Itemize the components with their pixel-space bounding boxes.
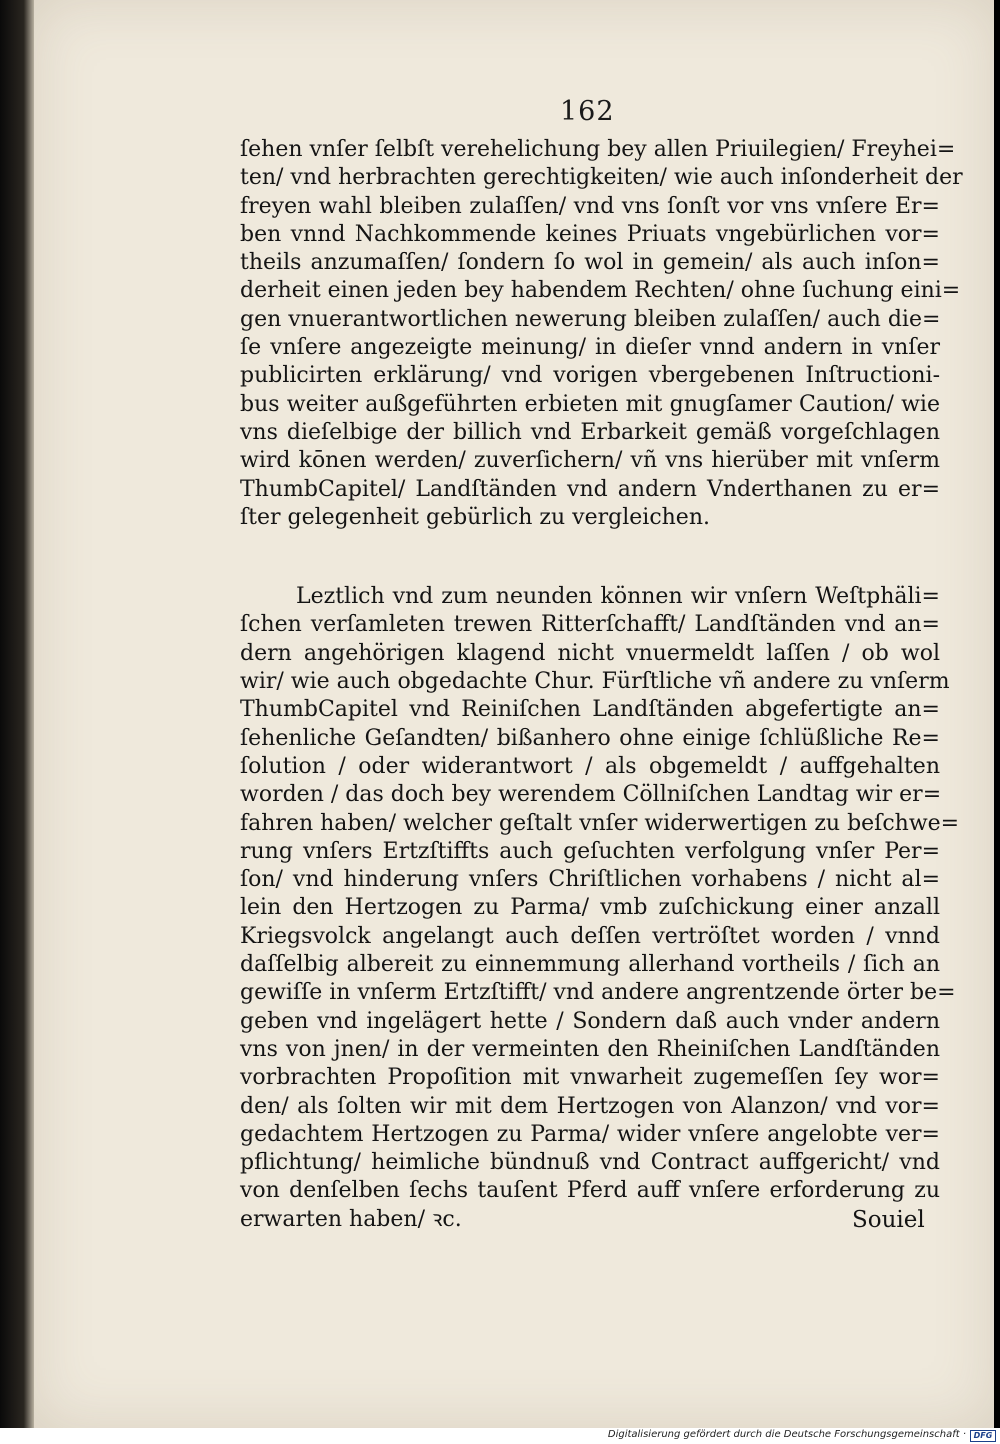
- text-line: Kriegsvolck angelangt auch deſſen vertröſtet worden / vnnd: [240, 923, 940, 949]
- book-spine-edge: [0, 0, 34, 1428]
- text-line: lein den Hertzogen zu Parma/ vmb zuſchickung einer anzall: [240, 895, 940, 921]
- paragraph-gap: [240, 532, 940, 583]
- text-line: ThumbCapitel vnd Reiniſchen Landſtänden abgefertigte an=: [240, 697, 940, 723]
- text-line: rung vnſers Ertzſtiffts auch geſuchten verfolgung vnſer Per=: [240, 838, 940, 864]
- footer-bar: [0, 1428, 1000, 1444]
- text-line: gewiſſe in vnſerm Ertzſtifft/ vnd andere angrentzende örter be=: [240, 980, 956, 1006]
- text-line: pflichtung/ heimliche bündnuß vnd Contract auffgericht/ vnd: [240, 1150, 940, 1176]
- text-line: vns dieſelbige der billich vnd Erbarkeit gemäß vorgeſchlagen: [240, 419, 940, 445]
- text-line: den/ als ſolten wir mit dem Hertzogen von Alanzon/ vnd vor=: [240, 1093, 940, 1119]
- text-line: erwarten haben/ ꝛc.: [240, 1206, 462, 1232]
- text-line: ſchen verſamleten trewen Ritterſchafft/ Landſtänden vnd an=: [240, 612, 940, 638]
- text-line: Leztlich vnd zum neunden können wir vnſern Weſtphäli=: [296, 584, 940, 610]
- body-text: [240, 136, 963, 1234]
- page-number: 162: [560, 96, 615, 127]
- text-line: ten/ vnd herbrachten gerechtigkeiten/ wie auch inſonderheit der: [240, 165, 963, 191]
- text-line: publicirten erklärung/ vnd vorigen vbergebenen Inſtructioni-: [240, 363, 940, 389]
- text-line: ſehen vnſer ſelbſt verehelichung bey allen Priuilegien/ Freyhei=: [240, 137, 956, 162]
- text-line: worden / das doch bey werendem Cöllniſchen Landtag wir er=: [240, 782, 942, 808]
- text-line: vns von jnen/ in der vermeinten den Rheiniſchen Landſtänden: [240, 1036, 940, 1062]
- text-line: ſon/ vnd hinderung vnſers Chriſtlichen vorhabens / nicht al=: [240, 867, 940, 893]
- text-line: fahren haben/ welcher geſtalt vnſer widerwertigen zu beſchwe=: [240, 810, 960, 836]
- text-line: von denſelben ſechs tauſent Pferd auff vnſere erforderung zu: [240, 1178, 940, 1204]
- funding-notice: Digitalisierung gefördert durch die Deutsche Forschungsgemeinschaft ·: [607, 1429, 966, 1440]
- text-line: daſſelbig albereit zu einnemmung allerhand vortheils / ſich an: [240, 952, 940, 978]
- text-line: ſehenliche Geſandten/ bißanhero ohne einige ſchlüßliche Re=: [240, 725, 940, 751]
- text-line: gedachtem Hertzogen zu Parma/ wider vnſere angelobte ver=: [240, 1121, 940, 1147]
- dfg-logo: DFG: [970, 1430, 996, 1442]
- text-line: ThumbCapitel/ Landſtänden vnd andern Vnderthanen zu er=: [240, 476, 940, 502]
- text-line: dern angehörigen klagend nicht vnuermeldt laſſen / ob wol: [240, 640, 940, 666]
- text-line: wir/ wie auch obgedachte Chur. Fürſtliche vñ andere zu vnſerm: [240, 669, 950, 695]
- text-line: gen vnuerantwortlichen newerung bleiben zulaſſen/ auch die=: [240, 306, 941, 332]
- catchword: Souiel: [852, 1207, 925, 1233]
- text-line: geben vnd ingelägert hette / Sondern daß auch vnder andern: [240, 1008, 940, 1034]
- text-line: ſolution / oder widerantwort / als obgemeldt / auffgehalten: [240, 753, 940, 779]
- text-line: derheit einen jeden bey habendem Rechten/ ohne ſuchung eini=: [240, 278, 961, 304]
- text-line: ſter gelegenheit gebürlich zu vergleichen.: [240, 504, 710, 530]
- text-line: ſe vnſere angezeigte meinung/ in dieſer vnnd andern in vnſer: [240, 335, 940, 361]
- text-line: wird kōnen werden/ zuverſichern/ vñ vns hierüber mit vnſerm: [240, 448, 940, 474]
- text-line: bus weiter außgeführten erbieten mit gnugſamer Caution/ wie: [240, 391, 940, 417]
- text-line: freyen wahl bleiben zulaſſen/ vnd vns ſonſt vor vns vnſere Er=: [240, 193, 940, 219]
- text-line: vorbrachten Propoſition mit vnwarheit zugemeſſen ſey wor=: [240, 1065, 940, 1091]
- text-line: theils anzumaſſen/ ſondern ſo wol in gemein/ als auch inſon=: [240, 250, 940, 276]
- text-line: ben vnnd Nachkommende keines Priuats vngebürlichen vor=: [240, 221, 940, 247]
